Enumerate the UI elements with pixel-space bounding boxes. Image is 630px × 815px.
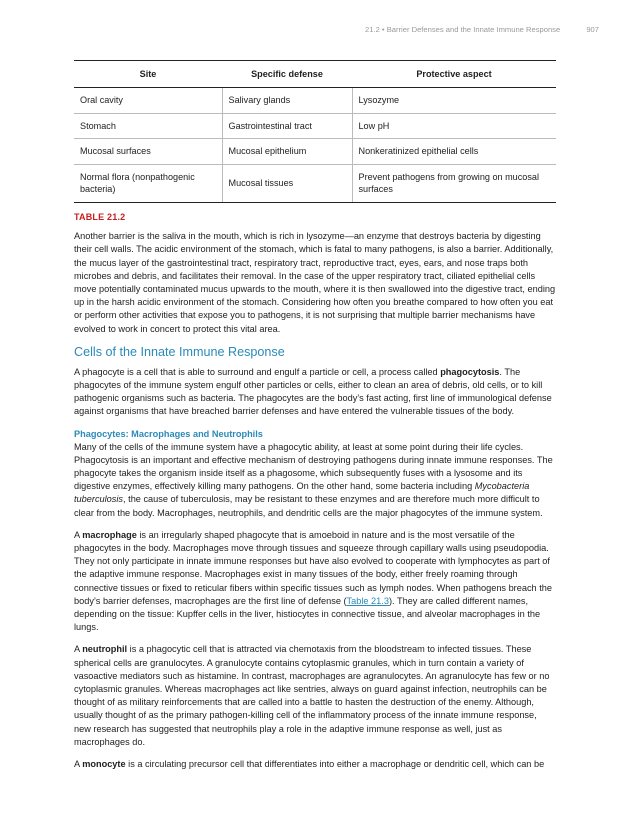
page-content	[74, 60, 556, 780]
running-header	[365, 25, 599, 34]
table-row	[74, 139, 556, 165]
table-cell: Oral cavity	[74, 88, 222, 114]
table-cell: Prevent pathogens from growing on mucosal surfaces	[352, 164, 556, 202]
column-header-site: Site	[74, 61, 222, 88]
text-run: Many of the cells of the immune system have a phagocytic ability, at least at some point during their life cycles. Phagocytosis is an important and effective mechanism of destroying pathogens during innate immune responses. The phagocyte takes the organism inside itself as a phagosome, which subsequently fuses with a lysosome and its digestive enzymes, effectively killing many pathogens. On the other hand, some bacteria including	[74, 441, 553, 492]
paragraph-phagocytosis	[74, 441, 556, 520]
text-run: A	[74, 759, 83, 770]
key-term-neutrophil: neutrophil	[82, 644, 128, 655]
table-cell: Normal flora (nonpathogenic bacteria)	[74, 164, 222, 202]
paragraph-neutrophil	[74, 643, 556, 749]
table-link[interactable]: Table 21.3	[346, 595, 389, 606]
text-run: A phagocyte is a cell that is able to surround and engulf a particle or cell, a process called	[74, 366, 441, 377]
paragraph-monocyte	[74, 758, 556, 771]
subsection-heading-phagocytes: Phagocytes: Macrophages and Neutrophils	[74, 428, 263, 439]
text-run: is an irregularly shaped phagocyte that is amoeboid in nature and is the most versatile of the phagocytes in the body. Macrophages move through tissues and squeeze through capillary walls using pseudopodia. They not only participate in innate immune responses but have also evolved to cooperate with lymphocytes as part of the adaptive immune response. Macrophages exist in many tissues of the body, either freely roaming through connective tissues or fixed to reticular fibers within specific tissues such as lymph nodes. When pathogens breach the body’s barrier defenses, macrophages are the first line of defense (	[74, 529, 552, 606]
section-heading-cells: Cells of the Innate Immune Response	[74, 344, 285, 359]
defense-table	[74, 60, 556, 203]
species-name: Mycobacteria tuberculosis	[74, 481, 530, 505]
text-run: A	[74, 529, 83, 540]
table-header-row	[74, 61, 556, 88]
text-run: is a phagocytic cell that is attracted via chemotaxis from the bloodstream to infected tissues. These spherical cells are granulocytes. A granulocyte contains cytoplasmic granules, which in turn contain a variety of vasoactive mediators such as histamine. In contrast, macrophages are agranulocytes. An agranulocyte has few or no cytoplasmic granules. Whereas macrophages act like sentries, always on guard against infection, neutrophils can be thought of as military reinforcements that are called into a battle to hasten the destruction of the enemy. Although, usually thought of as the primary pathogen-killing cell of the inflammatory process of the innate immune response, new research has suggested that neutrophils play a role in the adaptive immune response as well, just as macrophages do.	[74, 644, 550, 747]
table-cell: Lysozyme	[352, 88, 556, 114]
key-term-monocyte: monocyte	[82, 759, 126, 770]
table-row	[74, 88, 556, 114]
table-row	[74, 164, 556, 202]
paragraph-barriers: Another barrier is the saliva in the mouth, which is rich in lysozyme—an enzyme that destroys bacteria by digesting their cell walls. The acidic environment of the stomach, which is fatal to many pathogens, is also a barrier. Additionally, the mucus layer of the gastrointestinal tract, respiratory tract, reproductive tract, eyes, ears, and nose traps both microbes and debris, and facilitates their removal. In the case of the upper respiratory tract, ciliated epithelial cells move potentially contaminated mucus upwards to the mouth, where it is then swallowed into the digestive tract, ending up in the harsh acidic environment of the stomach. Considering how often you breathe compared to how often you eat or perform other activities that expose you to pathogens, it is not surprising that multiple barrier mechanisms have evolved to work in concert to protect this vital area.	[74, 231, 556, 334]
table-cell: Stomach	[74, 113, 222, 139]
text-run: . The phagocytes of the immune system engulf other particles or cells, either to clean an area of debris, old cells, or to kill pathogenic organisms such as bacteria. The phagocytes are the body’s fast acting, first line of immunological defense against organisms that have breached barrier defenses and have entered the vulnerable tissues of the body.	[74, 366, 552, 417]
text-run: A	[74, 644, 83, 655]
table-cell: Gastrointestinal tract	[222, 113, 352, 139]
table-cell: Nonkeratinized epithelial cells	[352, 139, 556, 165]
table-cell: Salivary glands	[222, 88, 352, 114]
column-header-specific-defense: Specific defense	[222, 61, 352, 88]
paragraph-phagocyte	[74, 366, 556, 419]
page-number: 907	[586, 25, 599, 34]
key-term-macrophage: macrophage	[82, 529, 137, 540]
table-cell: Mucosal tissues	[222, 164, 352, 202]
table-cell: Mucosal surfaces	[74, 139, 222, 165]
section-title: 21.2 • Barrier Defenses and the Innate Immune Response	[365, 25, 561, 34]
table-caption: TABLE 21.2	[74, 211, 126, 222]
table-cell: Mucosal epithelium	[222, 139, 352, 165]
table-cell: Low pH	[352, 113, 556, 139]
text-run: ). They are called different names, depending on the tissue: Kupffer cells in the liver, histiocytes in connective tissue, and alveolar macrophages in the lungs.	[74, 595, 541, 633]
table-row	[74, 113, 556, 139]
column-header-protective-aspect: Protective aspect	[352, 61, 556, 88]
text-run: is a circulating precursor cell that differentiates into either a macrophage or dendritic cell, which can be	[125, 759, 545, 770]
key-term-phagocytosis: phagocytosis	[440, 366, 500, 377]
paragraph-macrophage	[74, 529, 556, 635]
text-run: , the cause of tuberculosis, may be resistant to these enzymes and are therefore much more difficult to clear from the body. Macrophages, neutrophils, and dendritic cells are the major phagocytes of the immune system.	[74, 494, 543, 518]
